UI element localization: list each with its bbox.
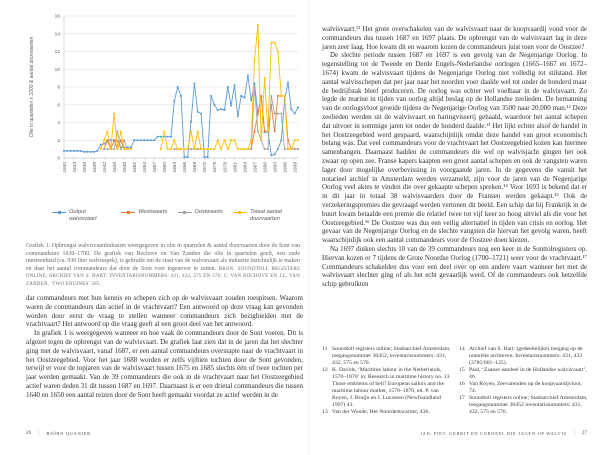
footnote: 17 Soundtoll registers online; Stadsarchief Amsterdam, toegangsnummer 30452 inventarisnummers: 431, 432, 575 en 576. — [459, 395, 588, 415]
svg-text:10: 10 — [54, 68, 60, 73]
footnote: 12 K. Davids, ‘Maritime labour in the Netherlands, 1570–1870’ in: Research in maritime history no. 13 Those emblems of hell? European sailors and the maritime labour market, 1570–1870, ed. P. van Royen, J. Bruijn en J. Lucassen (Newfoundland 1997) 43. — [322, 367, 450, 408]
footnotes-column-right — [459, 346, 588, 416]
running-author: BJÖRN QUANJER — [46, 430, 91, 436]
body-paragraph: dat commandeurs met hun kennis en schepen zich op de walvisvaart zouden toespitsen. Waarom waren de commandeurs dan actief in de vrachtvaart? Een antwoord op deze vraag kan gevonden worden door eerst de vraag te stellen wanneer commandeurs zich bezighielden met de vrachtvaart? Het antwoord op die vraag geeft al een groot deel van het antwoord. — [26, 294, 303, 329]
legend-line-marker-icon — [121, 212, 135, 213]
svg-text:12: 12 — [54, 50, 60, 56]
svg-text:1654: 1654 — [143, 162, 148, 173]
caption-text: Grafiek 1. Opbrengst walvisvaartindustrie weergegeven in olie in quartelen & aantal doorvaarten door de Sont van commandeurs 1630–1700. De grafiek van Bochove en Van Zanden die olie in quartelen geeft, een oude meeteenheid (ca. 930 liter walvisspek), is gebruikt om de staat van de walvisvaart als industrie inzichtelijk te maken en daar het aantal commandeurs dat door de Sont voer tegenover te zetten. — [26, 243, 300, 272]
legend-label: Totaal aantal doorvaarten — [249, 209, 282, 222]
svg-text:6: 6 — [57, 103, 60, 109]
svg-text:1699: 1699 — [293, 162, 299, 173]
footnote: 15 Paul, ‘Zaanse aandeel in de Hollandse walvisvaart’, 46. — [459, 367, 587, 380]
body-paragraph: De slechte periode tussen 1687 en 1697 is een gevolg van de Negenjarige Oorlog. In tegenstelling tot de Tweede en Derde Engels-Nederlandse oorlogen (1665–1667 en 1672–1674) kwam de walvisvaart tijdens de Negenjarige Oorlog niet volledig tot stilstand. Het aantal walvisschepen dat per jaar naar het noorden voer daalde wel tot onder de honderd maar de bedrijfstak bleef produceren. De oorlog was echter wel voelbaar in de walvisvaart. Zo legde de marine in tijden van oorlog altijd beslag op de Hollandse zeelieden. De bemanning van de oorlogsvloot groeide tijdens de Negenjarige Oorlog van 3500 naar 20.000 man.¹² Deze zeelieden werden uit de walvisvaart en haringvisserij gehaald, waardoor het aantal schepen dat uitvoer in sommige jaren tot onder de honderd daalde.¹³ Het lijkt echter alsof de handel in het Oostzeegebied werd gespaard, waarschijnlijk omdat deze handel van groot economisch belang was. Dat veel commandeurs voor de vrachtvaart het Oostzeegebied kozen kan hiermee samenhangen. Daarnaast hadden de commandeurs die wel op walvisjacht gingen het ook zwaar op open zee. Franse kapers kaapten een groot aantal schepen en ook de vangsten waren lager door mogelijke overbevissing in voorgaande jaren. In de gegevens die vanuit het notarieel archief in Amsterdam werden verzameld, zijn voor de jaren van de Negenjarige Oorlog veel aktes te vinden die over gekaapte schepen spreken.¹⁴ Voor 1693 is bekend dat er in dit jaar in totaal 38 walvisvaarders door de Fransen werden gekaapt.¹⁵ Ook de verzekeringspremies die gevraagd werden vertonen dit beeld. Een schip dat bij Frankrijk in de buurt kwam betaalde een premie die relatief twee tot vijf keer zo hoog uitviel als die voor het Oostzeegebied.¹⁶ De Oostzee was dus een veilig alternatief in tijden van crisis en oorlog. Het gevaar van de Negenjarige Oorlog en de slechte vangsten die hiervan het gevolg waren, heeft waarschijnlijk ook een aantal commandeurs voor de Oostzee doen kiezen. — [322, 51, 587, 245]
chart-svg — [26, 8, 304, 206]
body-paragraph: In grafiek 1 is weergegeven wanneer en hoe vaak de commandeurs door de Sont voeren. Dit is afgezet tegen de opbrengst van de walvisvaart. De grafiek laat zien dat in de jaren dat het slechter ging met de walvisvaart, vanaf 1687, er een aantal commandeurs overstapte naar de vrachtvaart in het Oostzeegebied. Voor het jaar 1688 worden er zelfs vijftien tochten door de Sont gevonden, terwijl er voor de topjaren van de walvisvaart tussen 1675 en 1685 slechts één of twee tochten per jaar werden gemaakt. Van de 39 commandeurs die ook in de vrachtvaart naar het Oostzeegebied actief waren deden 31 dit tussen 1687 en 1697. Daarnaast is er een drietal commandeurs die tussen 1640 en 1650 een aantal reizen door de Sont heeft gemaakt voordat ze actief werden in de — [26, 329, 303, 399]
footnote: 13 Van der Woude, Het Noorderkwartier, 436. — [322, 409, 430, 415]
chart-figure — [26, 8, 304, 222]
page-number: 26 — [26, 430, 32, 436]
svg-text:1693: 1693 — [273, 162, 279, 173]
legend-item-output-walvisvaart — [52, 209, 111, 222]
y-axis-label: Olie in quartelen x 1000 & aantal doorvaarten — [29, 36, 35, 138]
svg-text:8: 8 — [57, 85, 60, 91]
svg-text:1636: 1636 — [82, 162, 88, 173]
svg-text:1657: 1657 — [153, 162, 159, 173]
svg-text:1651: 1651 — [133, 162, 138, 173]
page-number: 27 — [581, 430, 587, 436]
figure-caption — [26, 243, 300, 288]
body-paragraph: walvisvaart.¹¹ Het grote overschakelen van de walvisvaart naar de koopvaardij vond voor de commandeurs dus tussen 1687 en 1697 plaats. De opbrengst van de walvisvaart lag in deze jaren zeer laag. Hoe kwam dit en waarom kozen de commandeurs juist toen voor de Oostzee? — [322, 25, 587, 51]
legend-item-oostwaarts — [178, 209, 223, 222]
footnotes-section — [322, 346, 589, 416]
svg-text:1630: 1630 — [62, 162, 68, 173]
svg-text:1666: 1666 — [183, 162, 189, 173]
svg-text:16: 16 — [54, 14, 60, 20]
right-page-footer — [420, 430, 587, 436]
page-gutter — [308, 0, 311, 455]
svg-text:1696: 1696 — [283, 162, 289, 173]
svg-text:1669: 1669 — [193, 162, 199, 173]
chart-legend — [52, 209, 300, 222]
legend-line-marker-icon — [178, 212, 192, 213]
svg-text:1642: 1642 — [102, 162, 108, 173]
legend-line-marker-icon — [52, 212, 66, 213]
footnote: 14 Archief van S. Hart: (gedeeltelijke) toegang op de notariële archieven. Inventarisnummers: 431, 432 (3785/001–125). — [459, 346, 583, 366]
left-page-footer — [26, 430, 91, 436]
svg-text:1678: 1678 — [223, 162, 229, 173]
footer-separator: | — [573, 430, 575, 436]
svg-text:1645: 1645 — [112, 162, 118, 173]
footer-separator: | — [38, 430, 40, 436]
svg-text:1639: 1639 — [92, 162, 98, 173]
svg-text:1687: 1687 — [253, 162, 259, 173]
running-title: JAN, PIET, GERRIT EN CORNEEL DIE JAGEN OP WALVIS — [420, 430, 567, 436]
svg-text:4: 4 — [57, 121, 60, 127]
right-page-body — [322, 25, 587, 289]
footnote: 11 Soundtoll registers online; Stadsarchief Amsterdam, toegangsnummer 30452, inventarisnummers: 431, 432, 575 en 576. — [322, 346, 451, 366]
svg-text:1633: 1633 — [72, 162, 78, 173]
legend-item-totaal-aantal-doorvaarten — [233, 209, 300, 222]
caption-source: BRON: SOUNDTOLL REGISTERS ONLINE; ARCHIEF VAN S. HART: INVENTARISNUMMERS: 431, 432, 575 EN 576; C. VAN BOCHOVE EN J.L. VAN ZANDEN, ‘TWO ENGINES’ 585. — [26, 266, 300, 287]
legend-label: Oostwaarts — [194, 209, 223, 215]
svg-text:1648: 1648 — [123, 162, 128, 173]
footnotes-column-left — [322, 346, 451, 416]
svg-text:14: 14 — [54, 32, 60, 38]
svg-text:1660: 1660 — [163, 162, 169, 173]
svg-text:2: 2 — [57, 138, 60, 144]
svg-text:1675: 1675 — [213, 162, 219, 173]
legend-item-westwaarts — [121, 209, 167, 222]
svg-text:0: 0 — [57, 156, 60, 162]
left-page-body — [26, 294, 303, 400]
svg-text:1684: 1684 — [243, 162, 249, 173]
body-paragraph: Na 1697 duiken slechts 10 van de 39 commandeurs nog een keer in de Sonttolregisters op. Hiervan kozen er 7 tijdens de Grote Noordse Oorlog (1700–1721) weer voor de vrachtvaart.¹⁷ Commandeurs schakelden dus voor een deel over op een andere vaart wanneer het met de walvisvaart slechter ging of als het echt gevaarlijk werd. Of de commandeurs ook hetzelfde schip gebruikten — [322, 244, 587, 289]
svg-text:1663: 1663 — [173, 162, 179, 173]
svg-text:1681: 1681 — [233, 162, 239, 173]
footnote: 16 Van Royen, Zeevarenden op de koopvaardijvloot, 74. — [459, 381, 582, 394]
svg-text:1672: 1672 — [203, 162, 209, 173]
svg-text:1690: 1690 — [263, 162, 269, 173]
legend-label: Westwaarts — [138, 209, 168, 215]
legend-line-marker-icon — [233, 212, 247, 213]
legend-label: Output walvisvaart — [69, 209, 97, 222]
